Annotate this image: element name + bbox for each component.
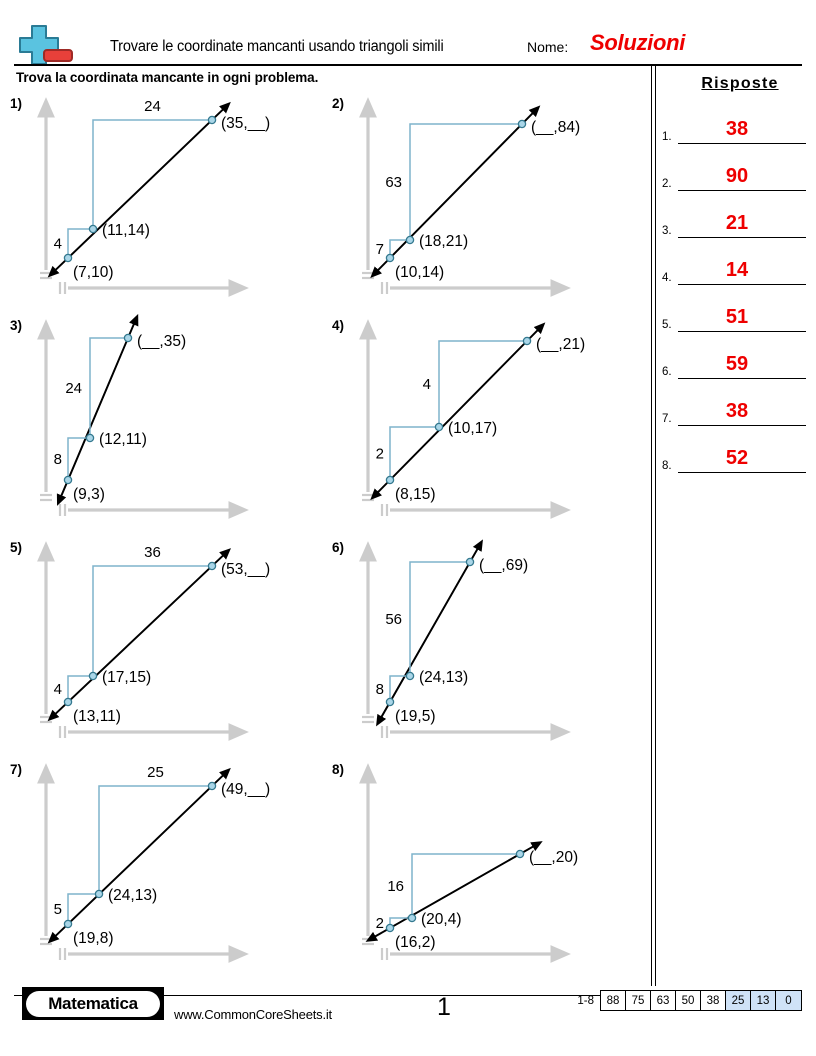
score-table — [577, 990, 802, 1011]
answer-number: 3. — [662, 225, 672, 237]
point-mid-marker — [406, 672, 413, 679]
answer-number: 2. — [662, 178, 672, 190]
point-low-marker — [386, 698, 393, 705]
point-high-marker — [208, 116, 215, 123]
point-mid-label: (10,17) — [448, 420, 498, 437]
answer-blank-line[interactable] — [678, 237, 806, 238]
answer-number: 5. — [662, 319, 672, 331]
answer-value: 14 — [725, 259, 749, 281]
website-url: www.CommonCoreSheets.it — [174, 1007, 332, 1022]
instructions-text: Trova la coordinata mancante in ogni problema. — [16, 70, 319, 85]
point-high-marker — [523, 337, 530, 344]
point-low-marker — [386, 254, 393, 261]
small-leg-label: 4 — [53, 681, 62, 698]
answer-number: 8. — [662, 460, 672, 472]
answer-blank-line[interactable] — [678, 472, 806, 473]
answer-blank-line[interactable] — [678, 284, 806, 285]
answer-value: 51 — [725, 306, 749, 328]
point-mid-marker — [86, 434, 93, 441]
small-leg-label: 7 — [375, 241, 384, 258]
point-high-label: (35,__) — [221, 115, 271, 132]
point-mid-marker — [406, 236, 413, 243]
point-high-label: (__,84) — [531, 119, 581, 136]
small-leg-label: 4 — [53, 235, 62, 253]
coordinate-diagram — [0, 92, 320, 314]
answer-blank-line[interactable] — [678, 331, 806, 332]
answer-row — [660, 337, 810, 379]
score-cell: 50 — [676, 991, 701, 1010]
problem-4 — [322, 314, 642, 536]
point-high-marker — [208, 562, 215, 569]
score-cell: 63 — [651, 991, 676, 1010]
large-leg-label: 4 — [422, 376, 431, 393]
problem-number: 8) — [332, 762, 345, 777]
score-cell: 13 — [751, 991, 776, 1010]
point-low-marker — [64, 698, 71, 705]
problem-number: 1) — [10, 96, 23, 111]
point-high-marker — [518, 120, 525, 127]
point-low-label: (9,3) — [73, 486, 105, 503]
point-low-label: (7,10) — [73, 264, 114, 281]
answers-panel-title: Risposte — [701, 75, 779, 92]
large-leg-label: 56 — [385, 611, 402, 628]
answer-row — [660, 243, 810, 285]
problem-grid — [0, 92, 652, 972]
problem-6 — [322, 536, 642, 758]
coordinate-diagram — [322, 536, 642, 758]
page-title: Trovare le coordinate mancanti usando triangoli simili — [110, 38, 444, 55]
point-high-marker — [124, 334, 131, 341]
point-low-marker — [64, 254, 71, 261]
answer-blank-line[interactable] — [678, 378, 806, 379]
answer-row — [660, 196, 810, 238]
problem-number: 7) — [10, 762, 23, 777]
point-high-label: (49,__) — [221, 781, 271, 798]
point-high-label: (__,69) — [479, 557, 529, 574]
point-mid-marker — [89, 225, 96, 232]
score-cell: 88 — [601, 991, 626, 1010]
problem-3 — [0, 314, 320, 536]
ray-line-reverse — [52, 772, 226, 939]
answer-number: 1. — [662, 131, 672, 143]
large-leg-label: 16 — [387, 878, 404, 895]
answers-panel — [660, 66, 810, 486]
answer-value: 52 — [725, 447, 749, 469]
small-leg-label: 2 — [375, 445, 384, 463]
problem-number: 4) — [332, 318, 345, 333]
point-mid-label: (24,13) — [419, 669, 469, 686]
score-range-label: 1-8 — [577, 994, 594, 1007]
problem-number: 3) — [10, 318, 23, 333]
coordinate-diagram — [0, 536, 320, 758]
small-leg-label: 8 — [375, 681, 384, 698]
point-mid-marker — [95, 890, 102, 897]
large-leg-label: 63 — [385, 174, 402, 191]
problem-8 — [322, 758, 642, 980]
point-low-marker — [386, 476, 393, 483]
score-cell: 75 — [626, 991, 651, 1010]
answer-row — [660, 431, 810, 473]
answer-blank-line[interactable] — [678, 425, 806, 426]
answer-row — [660, 384, 810, 426]
coordinate-diagram — [0, 314, 320, 536]
subject-badge-label: Matematica — [26, 991, 160, 1017]
point-high-label: (__,21) — [536, 336, 586, 353]
answer-row — [660, 290, 810, 332]
coordinate-diagram — [322, 92, 642, 314]
score-cells — [600, 990, 802, 1011]
point-mid-label: (17,15) — [102, 669, 152, 686]
point-mid-marker — [408, 914, 415, 921]
problem-number: 5) — [10, 540, 23, 555]
large-leg-label: 36 — [144, 544, 161, 561]
page-footer — [0, 986, 816, 1056]
coordinate-diagram — [322, 758, 642, 980]
score-cell: 25 — [726, 991, 751, 1010]
small-leg-label: 8 — [53, 451, 62, 468]
name-label: Nome: — [527, 39, 569, 55]
score-cell: 38 — [701, 991, 726, 1010]
point-high-marker — [466, 558, 473, 565]
point-high-marker — [516, 850, 523, 857]
problem-7 — [0, 758, 320, 980]
ray-line-reverse — [52, 552, 227, 717]
point-high-label: (__,20) — [529, 849, 579, 866]
small-leg-label: 5 — [53, 901, 62, 918]
point-low-marker — [64, 920, 71, 927]
point-low-label: (19,8) — [73, 930, 114, 947]
name-value: Soluzioni — [590, 30, 686, 55]
coordinate-diagram — [322, 314, 642, 536]
page-number: 1 — [437, 993, 451, 1021]
point-mid-marker — [89, 672, 96, 679]
ray-line-reverse — [375, 327, 541, 496]
point-low-label: (10,14) — [395, 264, 445, 281]
point-mid-marker — [435, 423, 442, 430]
coordinate-diagram — [0, 758, 320, 980]
answer-number: 4. — [662, 272, 672, 284]
ray-line-reverse — [379, 545, 480, 721]
score-cell: 0 — [776, 991, 801, 1010]
large-leg-label: 24 — [65, 380, 82, 397]
answer-blank-line[interactable] — [678, 143, 806, 144]
point-high-label: (53,__) — [221, 561, 271, 578]
point-high-marker — [208, 782, 215, 789]
problem-number: 2) — [332, 96, 345, 111]
point-high-label: (__,35) — [137, 333, 187, 350]
answer-value: 90 — [725, 165, 749, 187]
point-mid-label: (24,13) — [108, 887, 158, 904]
point-mid-label: (18,21) — [419, 233, 469, 250]
point-low-label: (16,2) — [395, 934, 436, 951]
answer-blank-line[interactable] — [678, 190, 806, 191]
small-leg-label: 2 — [375, 915, 384, 932]
point-mid-label: (11,14) — [102, 222, 150, 239]
point-mid-label: (20,4) — [421, 911, 462, 928]
ray-line-reverse — [59, 320, 135, 501]
answer-number: 7. — [662, 413, 672, 425]
point-low-marker — [386, 924, 393, 931]
problem-number: 6) — [332, 540, 345, 555]
point-low-label: (19,5) — [395, 708, 436, 725]
answer-value: 59 — [725, 353, 749, 375]
answer-value: 38 — [725, 118, 749, 140]
answer-number: 6. — [662, 366, 672, 378]
point-low-label: (13,11) — [73, 708, 121, 725]
large-leg-label: 24 — [144, 98, 161, 115]
point-low-label: (8,15) — [395, 486, 436, 503]
answer-row — [660, 102, 810, 144]
point-low-marker — [64, 476, 71, 483]
ray-line-reverse — [52, 106, 226, 273]
large-leg-label: 25 — [147, 764, 164, 781]
point-mid-label: (12,11) — [99, 431, 147, 448]
answer-value: 21 — [725, 212, 749, 234]
problem-1 — [0, 92, 320, 314]
answer-row — [660, 149, 810, 191]
answer-value: 38 — [725, 400, 749, 422]
problem-2 — [322, 92, 642, 314]
problem-5 — [0, 536, 320, 758]
plus-minus-logo-icon — [14, 24, 76, 68]
